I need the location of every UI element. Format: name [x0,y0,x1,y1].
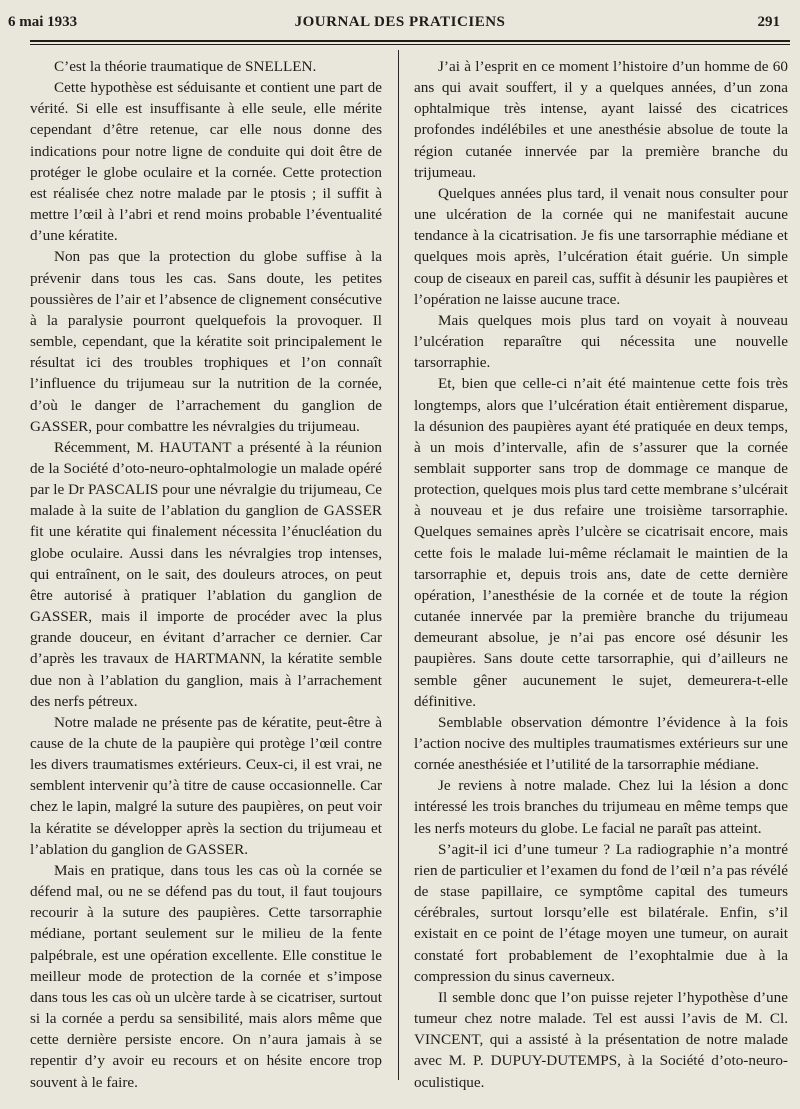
paragraph: Notre malade ne présente pas de kératite, peut-être à cause de la chute de la paupière qui protège l’œil contre les divers traumatismes extérieurs. Ceux-ci, il est vrai, ne semblent intervenir qu’à titre de cause occasionnelle. Car chez le lapin, malgré la suture des paupières, on peut voir la kératite se développer après la section du trijumeau et l’ablation du ganglion de GASSER. [30,713,382,858]
header-rule [30,40,790,42]
page-header [0,14,800,38]
right-column [414,56,788,1093]
journal-title: JOURNAL DES PRATICIENS [294,14,506,30]
paragraph: Et, bien que celle-ci n’ait été maintenue cette fois très longtemps, alors que l’ulcération était entièrement disparue, la désunion des paupières ayant été pratiquée en deux temps, à un mois d’intervalle, afin de s’assurer que la cornée semblait supporter sans trop de dommage ce manque de protection, quelques mois plus tard cette membrane s’ulcérait à nouveau et je dus refaire une troisième tarsorraphie. Quelques semaines après l’ulcère se cicatrisait encore, mais cette fois le malade lui-même réclamait le maintien de la tarsorraphie et, depuis trois ans, date de cette dernière opération, l’anesthésie de la cornée et de toute la région cutanée innervée par la première branche du trijumeau demeurant absolue, je n’ai pas encore osé désunir les paupières. Sans doute cette tarsorraphie, qui d’ailleurs ne semble gêner aucunement le sujet, demeurera-t-elle définitive. [414,375,788,710]
page-number: 291 [757,14,780,30]
paragraph: Je reviens à notre malade. Chez lui la lésion a donc intéressé les trois branches du trijumeau en même temps que les nerfs moteurs du globe. Le facial ne paraît pas atteint. [414,777,788,837]
paragraph: Récemment, M. HAUTANT a présenté à la réunion de la Société d’oto-neuro-ophtalmologie un malade opéré par le Dr PASCALIS pour une névralgie du trijumeau, Ce malade à la suite de l’ablation du ganglion de GASSER fit une kératite qui finalement nécessita l’énucléation du globe oculaire. Aussi dans les névralgies trop intenses, qui entraînent, on le sait, des douleurs atroces, on peut être autorisé à pratiquer l’ablation du ganglion de GASSER, mais il importe de procéder avec la plus grande douceur, en évitant d’arracher ce dernier. Car d’après les travaux de HARTMANN, la kératite semble due non à l’ablation du ganglion, mais à l’arrachement des nerfs pétreux. [30,438,382,710]
paragraph: Non pas que la protection du globe suffise à la prévenir dans tous les cas. Sans doute, les petites poussières de l’air et l’absence de clignement consécutive à la paralysie pourront quelquefois la provoquer. Il semble, cependant, que la kératite soit principalement le résultat ici des troubles trophiques et l’on connaît l’influence du trijumeau sur la nutrition de la cornée, d’où le danger de l’arrachement du ganglion de GASSER, pour combattre les névralgies du trijumeau. [30,248,382,435]
left-column [30,56,382,1093]
column-divider [398,50,399,1080]
paragraph: S’agit-il ici d’une tumeur ? La radiographie n’a montré rien de particulier et l’examen du fond de l’œil n’a pas révélé de stase papillaire, ce symptôme capital des tumeurs cérébrales, surtout lorsqu’elle est bilatérale. Enfin, s’il existait en ce point de l’étage moyen une tumeur, on aurait constaté fort probablement de l’exophtalmie due à la compression du sinus caverneux. [414,840,788,985]
paragraph: J’ai à l’esprit en ce moment l’histoire d’un homme de 60 ans qui avait souffert, il y a quelques années, d’un zona ophtalmique très intense, ayant laissé des cicatrices profondes indélébiles et une anesthésie absolue de toute la région cutanée innervée par la première branche du trijumeau. [414,58,788,181]
paragraph: Il semble donc que l’on puisse rejeter l’hypothèse d’une tumeur chez notre malade. Tel est aussi l’avis de M. Cl. VINCENT, qui a assisté à la présentation de notre malade avec M. P. DUPUY-DUTEMPS, à la Société d’oto-neuro-oculistique. [414,988,788,1091]
paragraph: Mais en pratique, dans tous les cas où la cornée se défend mal, ou ne se défend pas du tout, il faut toujours recourir à la suture des paupières. Cette tarsorraphie médiane, portant seulement sur le milieu de la fente palpébrale, est une opération excellente. Elle constitue le meilleur mode de protection de la cornée et s’impose dans tous les cas où un ulcère tarde à se cicatriser, surtout si la cornée a perdu sa sensibilité, mais alors même que cette dernière persiste encore. On n’aura jamais à se repentir d’y avoir eu recours et on hésite encore trop souvent à le faire. [30,861,382,1091]
header-date: 6 mai 1933 [8,14,78,30]
paragraph: Cette hypothèse est séduisante et contient une part de vérité. Si elle est insuffisante à elle seule, elle mérite cependant d’être retenue, car elle nous donne des indications pour notre ligne de conduite qui doit être de protéger le globe oculaire et la cornée. Cette protection est réalisée chez notre malade par le ptosis ; il suffit à mettre l’œil à l’abri et rend moins probable l’éventualité d’une kératite. [30,79,382,245]
paragraph: Quelques années plus tard, il venait nous consulter pour une ulcération de la cornée qui ne manifestait aucune tendance à la cicatrisation. Je fis une tarsorraphie médiane et quelques mois après, l’ulcération était guérie. Un simple coup de ciseaux en pareil cas, suffit à désunir les paupières et l’opération ne laisse aucune trace. [414,184,788,308]
header-rule-thin [30,44,790,45]
paragraph: Mais quelques mois plus tard on voyait à nouveau l’ulcération reparaître qui nécessita une nouvelle tarsorraphie. [414,311,788,372]
paragraph: C’est la théorie traumatique de SNELLEN. [54,58,317,75]
paragraph: Semblable observation démontre l’évidence à la fois l’action nocive des multiples traumatismes extérieurs sur une cornée anesthésiée et l’utilité de la tarsorraphie médiane. [414,713,788,774]
